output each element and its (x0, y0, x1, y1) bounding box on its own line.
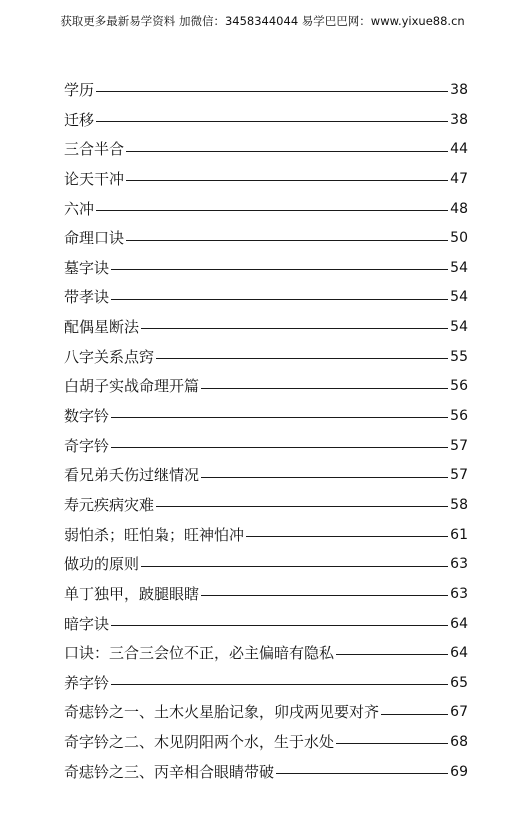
toc-leader (276, 773, 448, 774)
toc-entry (64, 106, 468, 136)
toc-entry-title: 养字钤 (64, 673, 110, 692)
toc-entry-title: 奇字钤 (64, 436, 110, 455)
toc-entry (64, 491, 468, 521)
toc-entry-page: 48 (450, 200, 468, 217)
toc-entry (64, 669, 468, 699)
toc-entry (64, 402, 468, 432)
toc-entry-title: 三合半合 (64, 140, 125, 159)
toc-entry-title: 配偶星断法 (64, 318, 140, 337)
toc-entry-page: 56 (450, 378, 468, 395)
toc-entry (64, 372, 468, 402)
toc-leader (126, 151, 448, 152)
toc-entry-title: 奇痣钤之三、丙辛相合眼睛带破 (64, 762, 275, 781)
toc-entry-page: 38 (450, 82, 468, 98)
table-of-contents (64, 76, 468, 787)
toc-entry-title: 带孝诀 (64, 288, 110, 307)
toc-entry-title: 学历 (64, 81, 95, 99)
toc-entry (64, 313, 468, 343)
toc-leader (156, 358, 448, 359)
toc-entry (64, 195, 468, 225)
toc-leader (96, 121, 448, 122)
toc-entry-title: 六冲 (64, 199, 95, 218)
toc-entry (64, 610, 468, 640)
toc-entry (64, 728, 468, 758)
toc-entry (64, 758, 468, 788)
toc-leader (201, 595, 448, 596)
toc-entry-page: 38 (450, 111, 468, 128)
toc-leader (156, 506, 448, 507)
toc-entry-page: 54 (450, 289, 468, 306)
toc-entry-title: 弱怕杀；旺怕枭；旺神怕冲 (64, 525, 245, 544)
toc-leader (201, 477, 448, 478)
toc-entry-title: 八字关系点窍 (64, 347, 155, 366)
toc-entry-title: 做功的原则 (64, 555, 140, 574)
toc-entry (64, 550, 468, 580)
toc-entry (64, 580, 468, 610)
toc-leader (381, 714, 448, 715)
toc-entry-page: 58 (450, 496, 468, 513)
toc-entry-title: 看兄弟夭伤过继情况 (64, 466, 200, 485)
toc-leader (111, 684, 448, 685)
toc-entry-page: 63 (450, 585, 468, 602)
toc-entry-title: 寿元疾病灾难 (64, 495, 155, 514)
toc-entry (64, 165, 468, 195)
toc-entry-page: 50 (450, 230, 468, 247)
toc-entry (64, 76, 468, 106)
toc-entry-page: 69 (450, 763, 468, 780)
toc-leader (336, 654, 448, 655)
toc-entry-page: 67 (450, 704, 468, 721)
toc-entry-page: 57 (450, 437, 468, 454)
toc-entry (64, 343, 468, 373)
toc-entry (64, 224, 468, 254)
toc-entry-title: 单丁独甲，跛腿眼瞎 (64, 584, 200, 603)
toc-entry-title: 奇字钤之二、木见阴阳两个水，生于水处 (64, 733, 335, 752)
toc-leader (336, 743, 448, 744)
toc-entry (64, 254, 468, 284)
toc-entry (64, 698, 468, 728)
toc-entry-title: 口诀：三合三会位不正，必主偏暗有隐私 (64, 644, 335, 663)
toc-entry-page: 64 (450, 615, 468, 632)
toc-entry (64, 461, 468, 491)
toc-entry-title: 数字钤 (64, 407, 110, 426)
toc-entry-page: 55 (450, 348, 468, 365)
toc-leader (111, 299, 448, 300)
toc-entry-page: 68 (450, 734, 468, 751)
toc-entry-title: 白胡子实战命理开篇 (64, 377, 200, 396)
toc-entry-page: 63 (450, 556, 468, 573)
toc-entry-title: 论天干冲 (64, 169, 125, 188)
page-header: 获取更多最新易学资料 加微信：3458344044 易学巴巴网：www.yixue88.cn (60, 14, 465, 28)
toc-leader (141, 566, 448, 567)
toc-leader (111, 417, 448, 418)
toc-leader (201, 388, 448, 389)
toc-leader (111, 447, 448, 448)
toc-entry-page: 61 (450, 526, 468, 543)
toc-entry (64, 283, 468, 313)
toc-leader (126, 180, 448, 181)
toc-leader (96, 210, 448, 211)
toc-entry-page: 65 (450, 674, 468, 691)
toc-entry-page: 54 (450, 259, 468, 276)
toc-entry-page: 54 (450, 319, 468, 336)
toc-leader (111, 269, 448, 270)
toc-entry-page: 64 (450, 645, 468, 662)
toc-leader (246, 536, 448, 537)
toc-leader (126, 240, 448, 241)
toc-entry-page: 57 (450, 467, 468, 484)
toc-entry-page: 47 (450, 170, 468, 187)
toc-entry (64, 135, 468, 165)
toc-entry-page: 56 (450, 408, 468, 425)
toc-entry (64, 521, 468, 551)
toc-entry-page: 44 (450, 141, 468, 158)
toc-entry-title: 奇痣钤之一、土木火星胎记象，卯戌两见要对齐 (64, 703, 380, 722)
toc-entry-title: 暗字诀 (64, 614, 110, 633)
toc-leader (111, 625, 448, 626)
toc-entry (64, 432, 468, 462)
toc-entry-title: 命理口诀 (64, 229, 125, 248)
toc-entry (64, 639, 468, 669)
toc-entry-title: 迁移 (64, 110, 95, 129)
toc-entry-title: 墓字诀 (64, 258, 110, 277)
toc-leader (96, 91, 448, 92)
toc-leader (141, 328, 448, 329)
